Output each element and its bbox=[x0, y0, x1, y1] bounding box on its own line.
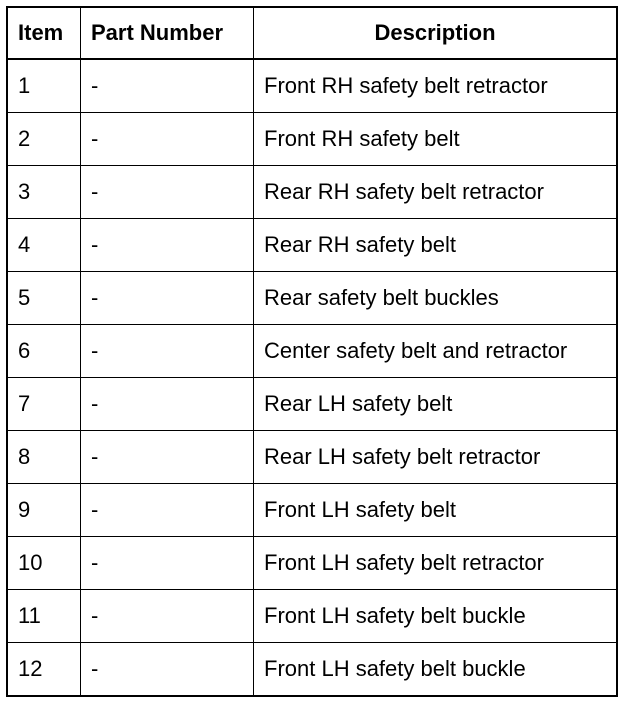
table-row bbox=[7, 378, 617, 431]
cell-item: 1 bbox=[7, 59, 81, 113]
cell-item: 6 bbox=[7, 325, 81, 378]
table-row bbox=[7, 325, 617, 378]
cell-item: 12 bbox=[7, 643, 81, 697]
cell-description: Front RH safety belt bbox=[254, 113, 618, 166]
table-row bbox=[7, 537, 617, 590]
cell-part-number: - bbox=[81, 378, 254, 431]
cell-part-number: - bbox=[81, 537, 254, 590]
cell-description: Front LH safety belt buckle bbox=[254, 590, 618, 643]
cell-description: Rear LH safety belt bbox=[254, 378, 618, 431]
cell-part-number: - bbox=[81, 219, 254, 272]
header-description: Description bbox=[254, 7, 618, 59]
header-part-number: Part Number bbox=[81, 7, 254, 59]
cell-item: 11 bbox=[7, 590, 81, 643]
cell-part-number: - bbox=[81, 59, 254, 113]
cell-description: Rear LH safety belt retractor bbox=[254, 431, 618, 484]
cell-description: Front RH safety belt retractor bbox=[254, 59, 618, 113]
cell-part-number: - bbox=[81, 325, 254, 378]
cell-part-number: - bbox=[81, 484, 254, 537]
table-row bbox=[7, 113, 617, 166]
cell-item: 8 bbox=[7, 431, 81, 484]
cell-part-number: - bbox=[81, 113, 254, 166]
parts-table bbox=[6, 6, 618, 697]
table-row bbox=[7, 59, 617, 113]
cell-part-number: - bbox=[81, 643, 254, 697]
table-row bbox=[7, 484, 617, 537]
header-item: Item bbox=[7, 7, 81, 59]
cell-item: 3 bbox=[7, 166, 81, 219]
cell-part-number: - bbox=[81, 431, 254, 484]
table-header-row bbox=[7, 7, 617, 59]
table-row bbox=[7, 219, 617, 272]
table-row bbox=[7, 590, 617, 643]
table-row bbox=[7, 272, 617, 325]
cell-part-number: - bbox=[81, 272, 254, 325]
cell-item: 7 bbox=[7, 378, 81, 431]
cell-description: Rear RH safety belt retractor bbox=[254, 166, 618, 219]
cell-item: 10 bbox=[7, 537, 81, 590]
cell-description: Center safety belt and retractor bbox=[254, 325, 618, 378]
cell-description: Front LH safety belt buckle bbox=[254, 643, 618, 697]
cell-description: Rear RH safety belt bbox=[254, 219, 618, 272]
cell-item: 4 bbox=[7, 219, 81, 272]
table-row bbox=[7, 643, 617, 697]
cell-item: 9 bbox=[7, 484, 81, 537]
table-row bbox=[7, 166, 617, 219]
cell-part-number: - bbox=[81, 590, 254, 643]
table-body bbox=[7, 59, 617, 696]
cell-part-number: - bbox=[81, 166, 254, 219]
cell-item: 2 bbox=[7, 113, 81, 166]
cell-description: Rear safety belt buckles bbox=[254, 272, 618, 325]
cell-description: Front LH safety belt bbox=[254, 484, 618, 537]
cell-item: 5 bbox=[7, 272, 81, 325]
table-row bbox=[7, 431, 617, 484]
cell-description: Front LH safety belt retractor bbox=[254, 537, 618, 590]
